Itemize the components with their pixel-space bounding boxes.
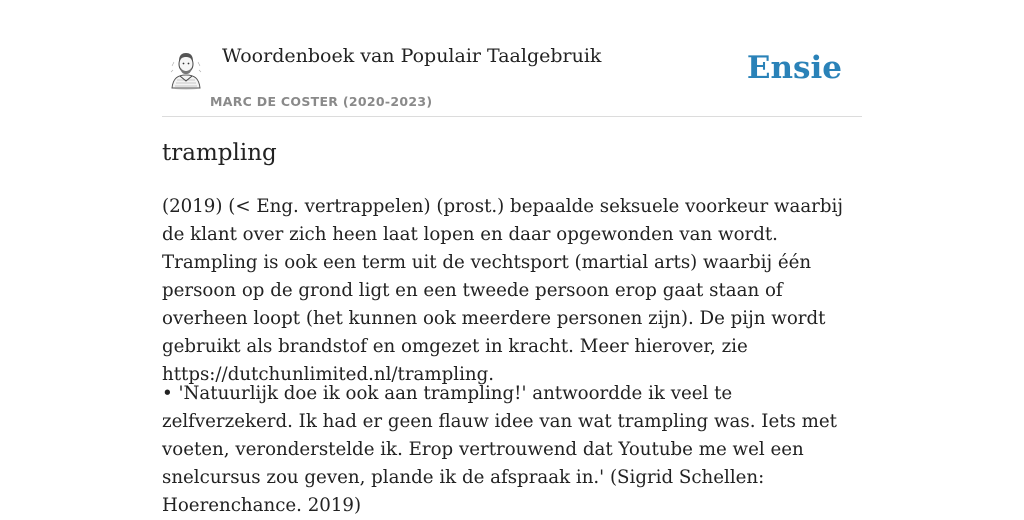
entry-definition: (2019) (< Eng. vertrappelen) (prost.) bepaalde seksuele voorkeur waarbij de klant over zich heen laat lopen en daar opgewonden van wordt. Trampling is ook een term uit de vechtsport (martial arts) waarbij één persoon op de grond ligt en een tweede persoon erop gaat staan of overheen loopt (het kunnen ook meerdere personen zijn). De pijn wordt gebruikt als brandstof en omgezet in kracht. Meer hierover, zie https://dutchunlimited.nl/trampling. bbox=[162, 196, 843, 385]
page-container bbox=[162, 0, 862, 516]
brand-logo-link[interactable]: Ensie bbox=[746, 50, 842, 86]
entry-example-quote: • 'Natuurlijk doe ik ook aan trampling!' antwoordde ik veel te zelfverzekerd. Ik had er geen flauw idee van wat trampling was. Iets met voeten, veronderstelde ik. Erop vertrouwend dat Youtube me wel een snelcursus zou geven, plande ik de afspraak in.' (Sigrid Schellen: Hoerenchance. 2019) bbox=[162, 383, 837, 516]
author-name: MARC DE COSTER (2020-2023) bbox=[210, 94, 433, 109]
author-portrait-icon bbox=[168, 50, 204, 90]
entry-term: trampling bbox=[162, 140, 277, 166]
page-header bbox=[162, 0, 862, 117]
dictionary-title: Woordenboek van Populair Taalgebruik bbox=[222, 45, 602, 67]
